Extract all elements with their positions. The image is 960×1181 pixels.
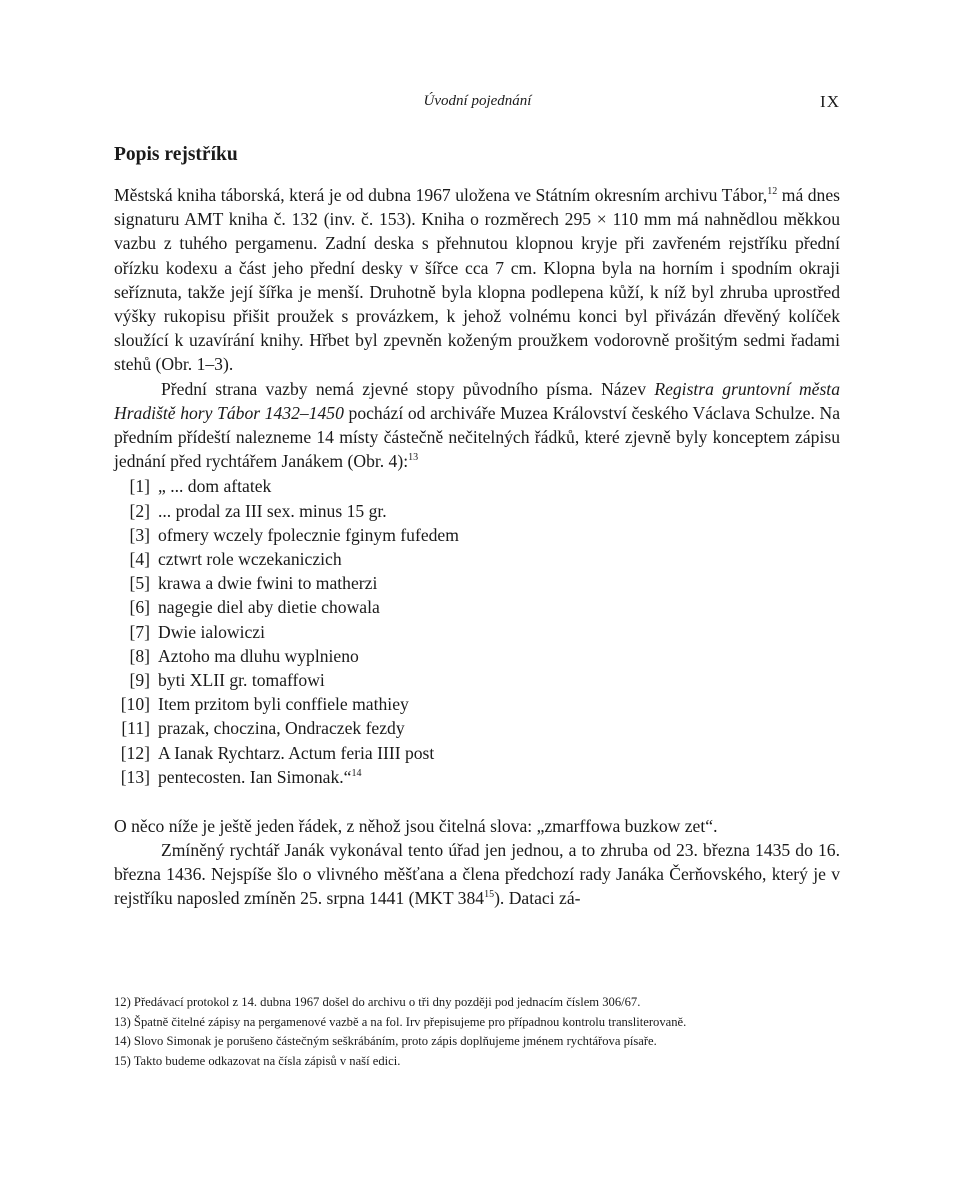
line-number: [2] [129, 500, 150, 521]
line-text: byti XLII gr. tomaffowi [158, 669, 325, 690]
transcript-line [114, 523, 840, 547]
paragraph-text: pochází od archiváře Muzea Království českého Václava Schulze. Na předním přídeští nalezneme 14 místy částečně nečitelných řádků, které zjevně byly konceptem zápisu jednání před rychtářem Janákem (Obr. 4): [114, 402, 840, 472]
transcript-line [114, 547, 840, 571]
paragraph-text: Zmíněný rychtář Janák vykonával tento úřad jen jednou, a to zhruba od 23. března 1435 do 16. března 1436. Nejspíše šlo o vlivného měšťana a člena předchozí rady Janáka Čerňovského, který je v rejstříku naposled zmíněn 25. srpna 1441 (MKT 384 [114, 840, 840, 909]
footnote-ref: 14 [351, 767, 362, 779]
transcript-line [114, 668, 840, 692]
transcript-line [114, 595, 840, 619]
line-text-content: pentecosten. Ian Simonak.“ [158, 766, 352, 787]
line-number: [7] [129, 621, 150, 642]
line-text [158, 765, 840, 789]
line-number: [6] [129, 597, 150, 618]
line-number: [3] [129, 524, 150, 545]
footnote: 12) Předávací protokol z 14. dubna 1967 došel do archivu o tři dny později pod jednacím číslem 306/67. [114, 995, 641, 1009]
footnote: 15) Takto budeme odkazovat na čísla zápisů v naší edici. [114, 1053, 401, 1068]
line-text: A Ianak Rychtarz. Actum feria IIII post [158, 742, 435, 763]
footnotes [114, 993, 840, 1071]
line-text: cztwrt role wczekaniczich [158, 549, 342, 569]
line-text: ... prodal za III sex. minus 15 gr. [158, 500, 387, 521]
transcript-line [114, 692, 840, 716]
line-text: Item przitom byli conffiele mathiey [158, 694, 409, 715]
body-text [114, 183, 840, 911]
book-title-italic: Registra gruntovní města Hradiště hory Tábor 1432–1450 [114, 378, 840, 423]
transcript-line [114, 474, 840, 498]
line-number: [8] [129, 645, 150, 666]
line-number: [9] [129, 669, 150, 690]
paragraph-text: Přední strana vazby nemá zjevné stopy původního písma. Název [161, 378, 655, 399]
line-text: krawa a dwie fwini to matherzi [158, 573, 378, 594]
paragraph-text: ). Dataci zá- [494, 888, 581, 909]
transcript-line [114, 620, 840, 644]
paragraph-front-cover [114, 377, 840, 474]
line-text: nagegie diel aby dietie chowala [158, 597, 380, 618]
line-text: prazak, choczina, Ondraczek fezdy [158, 718, 405, 739]
section-title: Popis rejstříku [114, 144, 238, 165]
transcript-line [114, 644, 840, 668]
line-text: „ ... dom aftatek [158, 476, 272, 497]
transcript-line [114, 765, 840, 789]
line-number: [1] [129, 476, 150, 497]
page-number: IX [820, 92, 840, 111]
line-number: [4] [129, 549, 150, 569]
transcript-line [114, 716, 840, 740]
line-number: [11] [121, 718, 150, 739]
paragraph-text: má dnes signaturu AMT kniha č. 132 (inv. č. 153). Kniha o rozměrech 295 × 110 mm má nahnědlou měkkou vazbu z tuhého pergamenu. Zadní deska s přehnutou klopnou kryje při zavřeném rejstříku přední ořízku kodexu a část jeho přední desky v šířce cca 7 cm. Klopna byla na horním i spodním okraji seříznuta, takže její šířka je menší. Druhotně byla klopna podlepena kůží, k níž byl zhruba uprostřed výšky rukopisu přišit proužek s provázkem, k jehož volnému konci byl přivázán dřevěný kolíček sloužící k uzavírání knihy. Hřbet byl zpevněn koženým proužkem vodorovně prošitým sedmi řadami stehů (Obr. 1–3). [114, 185, 841, 375]
paragraph-binding-description [114, 183, 840, 377]
footnote-ref: 13 [408, 452, 419, 464]
line-text: Dwie ialowiczi [158, 621, 265, 642]
footnote: 13) Špatně čitelné zápisy na pergamenové vazbě a na fol. Irv přepisujeme pro případnou kontrolu transliterovaně. [114, 1014, 687, 1029]
line-number: [10] [120, 694, 150, 715]
line-number: [12] [120, 742, 150, 763]
footnote: 14) Slovo Simonak je porušeno částečným seškrábáním, proto zápis doplňujeme jménem rychtářova písaře. [114, 1034, 657, 1048]
line-text: ofmery wczely fpolecznie fginym fufedem [158, 524, 459, 545]
spacer [114, 789, 840, 814]
line-number: [13] [120, 766, 150, 787]
footnote-ref: 12 [767, 186, 778, 197]
transcript-line [114, 499, 840, 523]
paragraph-rychtar [114, 838, 840, 911]
paragraph-text: Městská kniha táborská, která je od dubna 1967 uložena ve Státním okresním archivu Tábor, [114, 185, 768, 205]
line-number: [5] [129, 573, 150, 594]
running-head: Úvodní pojednání [423, 93, 532, 109]
line-text: Aztoho ma dluhu wyplnieno [158, 645, 359, 666]
transcript-line [114, 571, 840, 595]
paragraph-extra-line: O něco níže je ještě jeden řádek, z něhož jsou čitelná slova: „zmarffowa buzkow zet“. [114, 815, 718, 836]
transcript-list [114, 474, 840, 788]
transcript-line [114, 741, 840, 765]
footnote-ref: 15 [484, 889, 495, 901]
